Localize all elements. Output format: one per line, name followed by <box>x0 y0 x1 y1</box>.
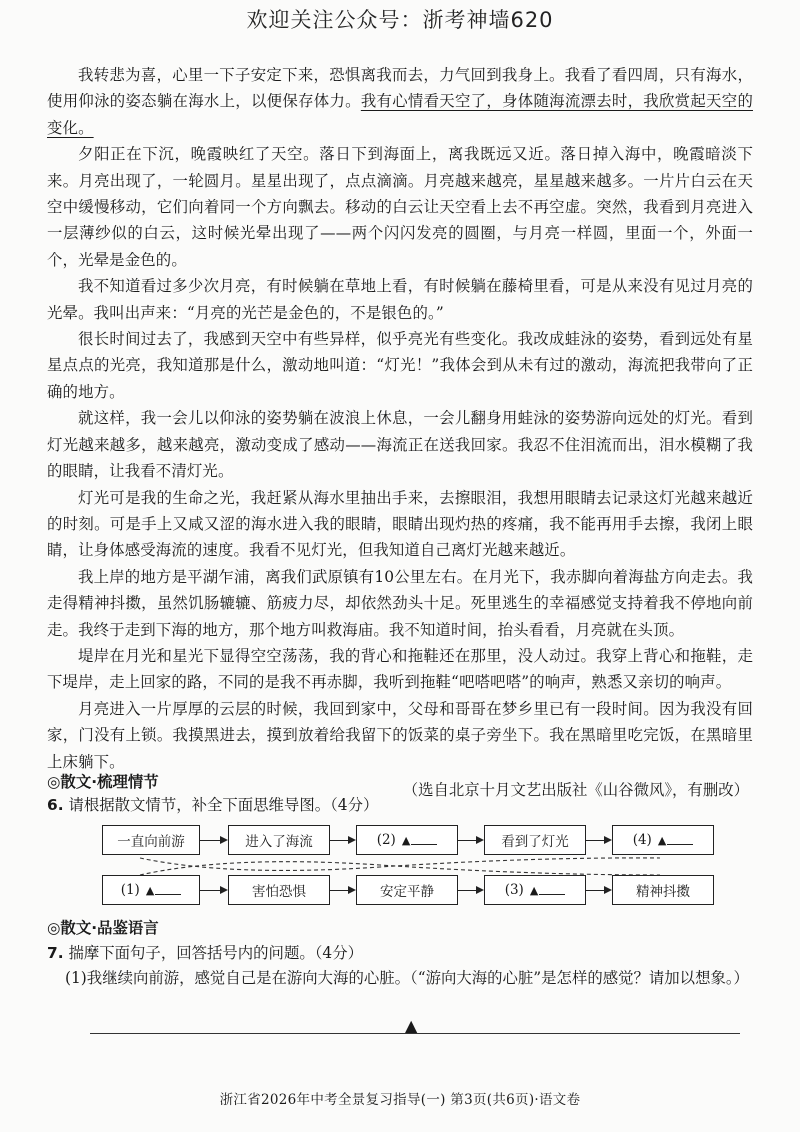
blank-number: (1) <box>120 882 140 898</box>
box-label: 安定平静 <box>380 884 434 900</box>
mindmap-top-box-3[interactable] <box>356 825 458 855</box>
box-label: 一直向前游 <box>117 834 185 850</box>
question-number: 6. <box>47 796 64 814</box>
answer-area[interactable] <box>90 1016 740 1050</box>
arrow-right <box>200 890 226 891</box>
answer-line <box>90 1033 740 1034</box>
essay-passage <box>47 62 753 803</box>
arrow-right <box>330 890 354 891</box>
blank-number: (2) <box>376 832 396 848</box>
section-heading-language: ◎散文·品鉴语言 <box>47 919 159 937</box>
blank-line <box>667 835 693 845</box>
question-text: 请根据散文情节，补全下面思维导图。（4分） <box>68 796 379 814</box>
question-number: 7. <box>47 944 64 962</box>
mindmap-bottom-box-1[interactable] <box>102 875 200 905</box>
paragraph-4: 很长时间过去了，我感到天空中有些异样，似乎亮光有些变化。我改成蛙泳的姿势，看到远处有星星点点的光亮，我知道那是什么，激动地叫道：“灯光！”我体会到从未有过的激动，海流把我带向了正确的地方。 <box>47 330 753 401</box>
blank-line <box>155 885 181 895</box>
paragraph-7: 我上岸的地方是平湖乍浦，离我们武原镇有10公里左右。在月光下，我赤脚向着海盐方向走去。我走得精神抖擞，虽然饥肠辘辘、筋疲力尽，却依然劲头十足。死里逃生的幸福感觉支持着我不停地向前走。我终于走到下海的地方，那个地方叫救海庙。我不知道时间，抬头看看，月亮就在头顶。 <box>47 567 753 639</box>
blank-number: (3) <box>504 882 524 898</box>
blank-line <box>411 835 437 845</box>
mindmap-top-box-4 <box>484 825 586 855</box>
box-label: 害怕恐惧 <box>252 884 306 900</box>
paragraph-5: 就这样，我一会儿以仰泳的姿势躺在波浪上休息，一会儿翻身用蛙泳的姿势游向远处的灯光。看到灯光越来越多，越来越亮，激动变成了感动——海流正在送我回家。我忍不住泪流而出，泪水模糊了我的眼睛，让我看不清灯光。 <box>47 409 753 481</box>
arrow-right <box>458 890 482 891</box>
box-label: 精神抖擞 <box>636 884 690 900</box>
mindmap-top-box-5[interactable] <box>612 825 714 855</box>
arrow-right <box>200 840 226 841</box>
box-label: 看到了灯光 <box>501 834 569 850</box>
question-7-part-1: (1)我继续向前游，感觉自己是在游向大海的心脏。（“游向大海的心脏”是怎样的感觉？请加以想象。） <box>65 969 749 987</box>
question-7 <box>47 940 753 966</box>
question-6 <box>47 792 753 818</box>
mindmap-top-box-1 <box>102 825 200 855</box>
blank-triangle-icon: ▲ <box>529 883 539 897</box>
mind-map-diagram <box>100 825 750 907</box>
paragraph-text: 我转悲为喜，心里一下子安定下来，恐惧离我而去，力气回到我身上。我看了看四周，只有海水，使用仰泳的姿态躺在海水上，以便保存体力。 <box>47 66 753 111</box>
arrow-right <box>586 840 610 841</box>
section-heading-plot: ◎散文·梳理情节 <box>47 773 159 791</box>
page-footer: 浙江省2026年中考全景复习指导(一) 第3页(共6页)·语文卷 <box>219 1092 581 1108</box>
paragraph-3: 我不知道看过多少次月亮，有时候躺在草地上看，有时候躺在藤椅里看，可是从来没有见过月亮的光晕。我叫出声来：“月亮的光芒是金色的，不是银色的。” <box>47 277 753 322</box>
paragraph-8: 堤岸在月光和星光下显得空空荡荡，我的背心和拖鞋还在那里，没人动过。我穿上背心和拖鞋，走下堤岸，走上回家的路，不同的是我不再赤脚，我听到拖鞋“吧嗒吧嗒”的响声，熟悉又亲切的响声。 <box>47 646 753 692</box>
paragraph-9: 月亮进入一片厚厚的云层的时候，我回到家中，父母和哥哥在梦乡里已有一段时间。因为我没有回家，门没有上锁。我摸黑进去，摸到放着给我留下的饭菜的桌子旁坐下。我在黑暗里吃完饭，在黑暗里上床躺下。 <box>47 699 753 771</box>
mindmap-bottom-box-5 <box>612 875 714 905</box>
arrow-right <box>586 890 610 891</box>
blank-triangle-icon: ▲ <box>401 833 411 847</box>
arrow-right <box>330 840 354 841</box>
source-citation: （选自北京十月文艺出版社《山谷微风》，有删改） <box>402 780 749 799</box>
blank-triangle-icon: ▲ <box>657 833 667 847</box>
blank-number: (4) <box>632 832 652 848</box>
question-text: 揣摩下面句子，回答括号内的问题。（4分） <box>68 944 363 962</box>
arrow-right <box>458 840 482 841</box>
answer-triangle-icon: ▲ <box>405 1016 418 1035</box>
paragraph-6: 灯光可是我的生命之光，我赶紧从海水里抽出手来，去擦眼泪，我想用眼睛去记录这灯光越来越近的时刻。可是手上又咸又涩的海水进入我的眼睛，眼睛出现灼热的疼痛，我不能再用手去擦，我闭上眼睛，让身体感受海流的速度。我看不见灯光，但我知道自己离灯光越来越近。 <box>47 488 753 560</box>
underlined-sentence: 我有心情看天空了，身体随海流漂去时，我欣赏起天空的变化。 <box>47 92 753 137</box>
box-label: 进入了海流 <box>245 834 313 850</box>
mindmap-bottom-box-3 <box>356 875 458 905</box>
mindmap-top-box-2 <box>228 825 330 855</box>
dashed-connector-curve <box>100 855 750 877</box>
paragraph-2: 夕阳正在下沉，晚霞映红了天空。落日下到海面上，离我既远又近。落日掉入海中，晚霞暗淡下来。月亮出现了，一轮圆月。星星出现了，点点滴滴。月亮越来越亮，星星越来越多。一片片白云在天空中缓慢移动，它们向着同一个方向飘去。移动的白云让天空看上去不再空虚。突然，我看到月亮进入一层薄纱似的白云，这时候光晕出现了——两个闪闪发亮的圆圈，与月亮一样圆，里面一个，外面一个，光晕是金色的。 <box>47 145 753 269</box>
mindmap-bottom-box-2 <box>228 875 330 905</box>
blank-triangle-icon: ▲ <box>145 883 155 897</box>
watermark-banner: 欢迎关注公众号：浙考神墙620 <box>246 8 554 32</box>
paragraph-1 <box>47 62 753 141</box>
mindmap-bottom-box-4[interactable] <box>484 875 586 905</box>
blank-line <box>539 885 565 895</box>
